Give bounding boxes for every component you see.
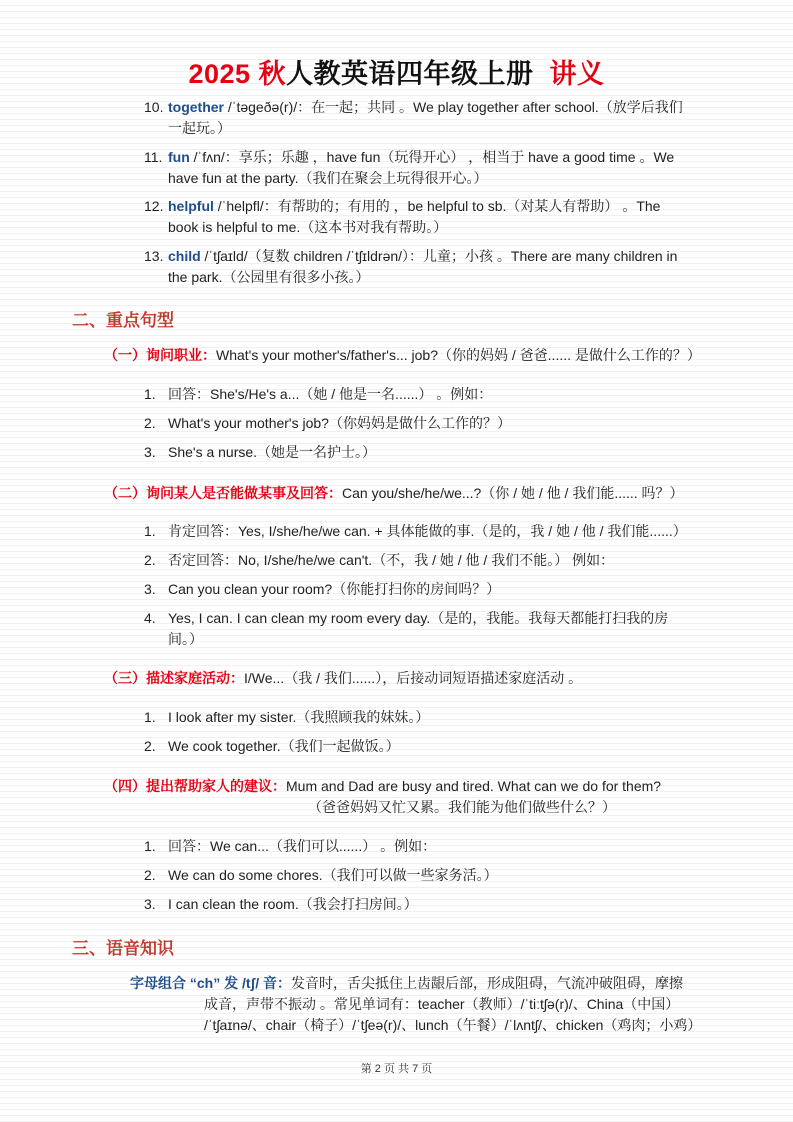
- vocab-item: [144, 196, 722, 238]
- subsection-heading: [104, 668, 582, 689]
- vocab-definition-cont: book is helpful to me.（这本书对我有帮助。）: [168, 219, 448, 235]
- list-item: [144, 608, 722, 650]
- vocab-word: together: [168, 99, 224, 115]
- item-number: 11.: [144, 149, 163, 165]
- item-text: What's your mother's job?（你妈妈是做什么工作的？）: [168, 415, 511, 431]
- item-text: We cook together.（我们一起做饭。）: [168, 738, 400, 754]
- list-item: [144, 736, 722, 757]
- subsection-text: I/We...（我 / 我们......），后接动词短语描述家庭活动 。: [244, 670, 583, 686]
- subsection-text: What's your mother's/father's... job?（你的妈妈 / 爸爸...... 是做什么工作的？）: [216, 347, 701, 363]
- title-main: 人教英语四年级上册: [286, 59, 534, 89]
- item-text: I can clean the room.（我会打扫房间。）: [168, 896, 418, 912]
- item-number: 1.: [144, 386, 156, 402]
- vocab-definition: /ˈtʃaɪld/（复数 children /ˈtʃɪldrən/）：儿童；小孩 。There are many children in: [200, 248, 678, 264]
- item-number: 3.: [144, 896, 156, 912]
- subsection-heading: [104, 483, 684, 504]
- subsection-text: Mum and Dad are busy and tired. What can we do for them?: [286, 778, 662, 794]
- subsection-text-cont: （爸爸妈妈又忙又累。我们能为他们做些什么？）: [308, 799, 616, 815]
- item-text: 肯定回答：Yes, I/she/he/we can. + 具体能做的事.（是的，我 / 她 / 他 / 我们能......）: [168, 523, 687, 539]
- vocab-definition-cont: the park.（公园里有很多小孩。）: [168, 269, 370, 285]
- item-number: 2.: [144, 867, 156, 883]
- item-number: 10.: [144, 99, 164, 115]
- page-title: [0, 52, 793, 91]
- item-text-cont: 间。）: [168, 631, 203, 647]
- list-item: [144, 865, 722, 886]
- vocab-definition-cont: have fun at the party.（我们在聚会上玩得很开心。）: [168, 170, 488, 186]
- item-number: 3.: [144, 444, 156, 460]
- list-item: [144, 384, 722, 405]
- vocab-word: child: [168, 248, 201, 264]
- list-item: [144, 442, 722, 463]
- vocab-item: [144, 147, 722, 189]
- subsection-heading: [104, 776, 722, 818]
- phonics-text-cont: /ˈtʃaɪnə/、chair（椅子）/ˈtʃeə(r)/、lunch（午餐）/ˈlʌntʃ/、chicken（鸡肉；小鸡）: [204, 1017, 702, 1033]
- list-item: [144, 550, 722, 571]
- vocab-word: helpful: [168, 198, 214, 214]
- vocab-item: [144, 97, 722, 139]
- phonics-text-cont: 成音，声带不振动 。常见单词有：teacher（教师）/ˈtiːtʃə(r)/、China（中国）: [204, 996, 680, 1012]
- list-item: [144, 836, 722, 857]
- list-item: [144, 521, 722, 542]
- item-number: 2.: [144, 552, 156, 568]
- vocab-definition: /ˈhelpfl/：有帮助的；有用的 ，be helpful to sb.（对某人有帮助） 。The: [213, 198, 661, 214]
- subsection-label: （三）描述家庭活动：: [104, 670, 244, 686]
- subsection-heading: [104, 345, 701, 366]
- phonics-paragraph: [130, 973, 722, 1036]
- item-text: 否定回答：No, I/she/he/we can't.（不，我 / 她 / 他 / 我们不能。） 例如：: [168, 552, 615, 568]
- item-number: 12.: [144, 198, 164, 214]
- subsection-label: （二）询问某人是否能做某事及回答：: [104, 485, 342, 501]
- vocab-item: [144, 246, 722, 288]
- list-item: [144, 894, 722, 915]
- item-number: 3.: [144, 581, 156, 597]
- item-number: 2.: [144, 415, 156, 431]
- item-number: 1.: [144, 838, 156, 854]
- item-number: 1.: [144, 523, 156, 539]
- item-text: 回答：We can...（我们可以......） 。例如：: [168, 838, 437, 854]
- vocab-definition: /ˈfʌn/：享乐；乐趣 ，have fun（玩得开心） ，相当于 have a good time 。We: [189, 149, 675, 165]
- section-heading: 三、语音知识: [72, 939, 174, 958]
- item-number: 4.: [144, 610, 156, 626]
- vocab-definition-cont: 一起玩。）: [168, 120, 231, 136]
- item-number: 2.: [144, 738, 156, 754]
- vocab-word: fun: [168, 149, 190, 165]
- phonics-text: 发音时，舌尖抵住上齿龈后部，形成阻碍，气流冲破阻碍，摩擦: [291, 975, 683, 991]
- item-text: Can you clean your room?（你能打扫你的房间吗？）: [168, 581, 501, 597]
- subsection-label: （一）询问职业：: [104, 347, 216, 363]
- title-suffix: 讲义: [549, 59, 605, 89]
- title-year: 2025 秋: [188, 59, 287, 89]
- list-item: [144, 707, 722, 728]
- list-item: [144, 413, 722, 434]
- section-heading: 二、重点句型: [72, 311, 174, 330]
- phonics-label: 字母组合 “ch” 发 /tʃ/ 音：: [130, 975, 291, 991]
- subsection-text: Can you/she/he/we...?（你 / 她 / 他 / 我们能...... 吗？）: [342, 485, 684, 501]
- item-text: She's a nurse.（她是一名护士。）: [168, 444, 377, 460]
- item-number: 1.: [144, 709, 156, 725]
- item-text: 回答：She's/He's a...（她 / 他是一名......） 。例如：: [168, 386, 493, 402]
- item-number: 13.: [144, 248, 164, 264]
- page-number: 第 2 页 共 7 页: [360, 1063, 433, 1075]
- subsection-label: （四）提出帮助家人的建议：: [104, 778, 286, 794]
- list-item: [144, 579, 722, 600]
- item-text: I look after my sister.（我照顾我的妹妹。）: [168, 709, 430, 725]
- item-text: Yes, I can. I can clean my room every day.（是的，我能。我每天都能打扫我的房: [168, 610, 669, 626]
- vocab-definition: /ˈtəgeðə(r)/：在一起；共同 。We play together after school.（放学后我们: [224, 99, 683, 115]
- item-text: We can do some chores.（我们可以做一些家务活。）: [168, 867, 498, 883]
